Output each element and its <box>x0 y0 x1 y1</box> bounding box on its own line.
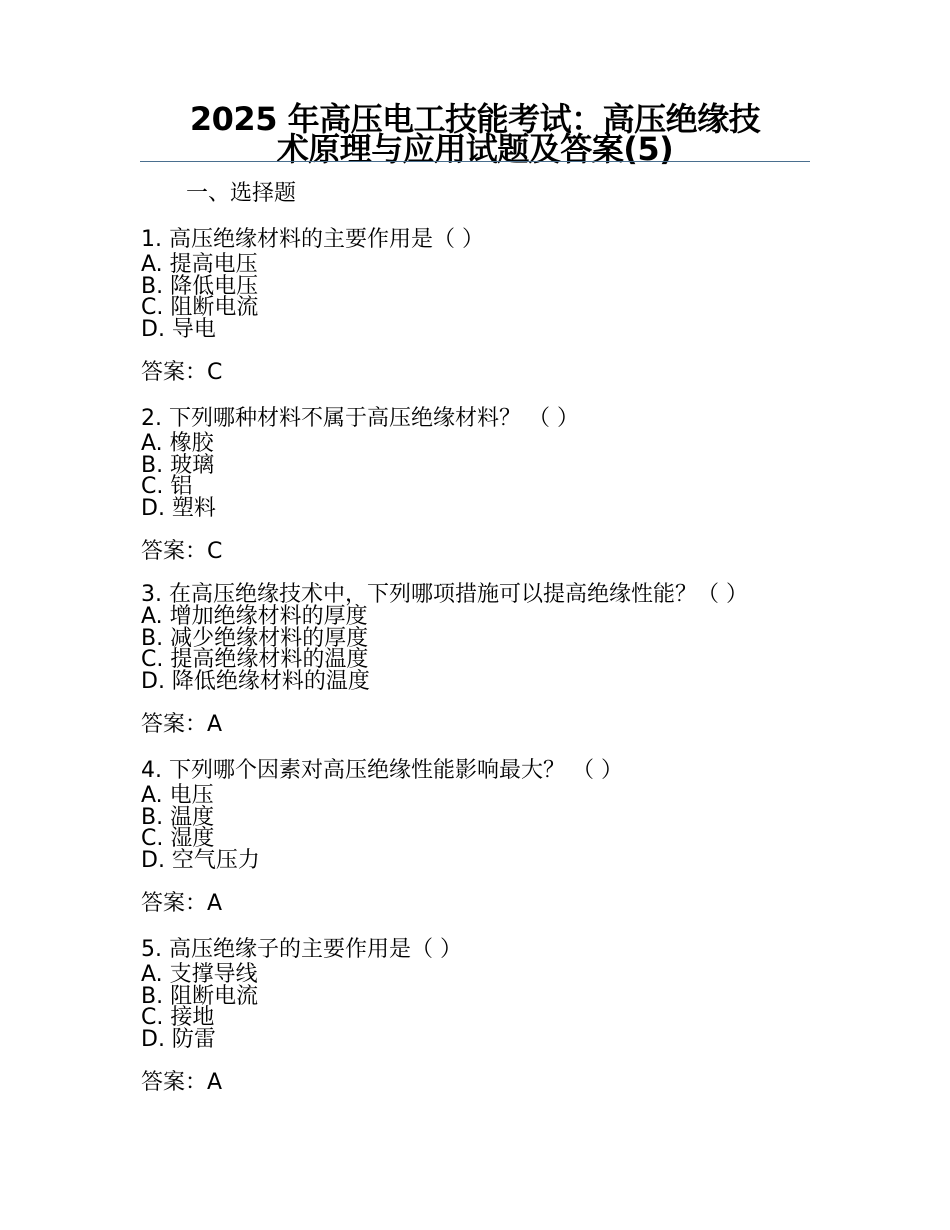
option-b: B. 降低电压 <box>141 273 259 299</box>
title-underline <box>140 161 810 162</box>
document-title <box>140 100 810 168</box>
option-a: A. 电压 <box>141 783 214 808</box>
option-b: B. 玻璃 <box>141 452 215 478</box>
option-b: B. 减少绝缘材料的厚度 <box>141 625 369 651</box>
section-heading: 一、选择题 <box>186 181 297 206</box>
option-b: B. 阻断电流 <box>141 983 259 1009</box>
option-d: D. 导电 <box>141 316 216 342</box>
answer-text: 答案：C <box>141 360 223 385</box>
option-d: D. 空气压力 <box>141 847 260 873</box>
option-c: C. 湿度 <box>141 826 215 851</box>
question-1 <box>141 226 781 387</box>
option-c: C. 阻断电流 <box>141 295 259 320</box>
option-d: D. 防雷 <box>141 1026 216 1052</box>
option-b: B. 温度 <box>141 804 215 830</box>
question-5 <box>141 936 781 1097</box>
question-stem: 1. 高压绝缘材料的主要作用是（ ） <box>141 227 484 252</box>
option-a: A. 支撑导线 <box>141 962 258 987</box>
answer-text: 答案：A <box>141 1070 223 1095</box>
option-a: A. 提高电压 <box>141 252 258 277</box>
option-c: C. 铝 <box>141 474 193 499</box>
answer-text: 答案：C <box>141 539 223 564</box>
answer-text: 答案：A <box>141 891 223 916</box>
question-2 <box>141 405 781 566</box>
question-stem: 5. 高压绝缘子的主要作用是（ ） <box>141 937 462 962</box>
option-a: A. 增加绝缘材料的厚度 <box>141 604 368 629</box>
document-title-line-2: 术原理与应用试题及答案(5) <box>276 130 674 168</box>
question-stem: 4. 下列哪个因素对高压绝缘性能影响最大？ （ ） <box>141 758 623 783</box>
option-d: D. 降低绝缘材料的温度 <box>141 668 370 694</box>
question-stem: 2. 下列哪种材料不属于高压绝缘材料？ （ ） <box>141 406 579 431</box>
option-c: C. 提高绝缘材料的温度 <box>141 647 369 672</box>
option-d: D. 塑料 <box>141 495 216 521</box>
document-title-line-1: 2025 年高压电工技能考试：高压绝缘技 <box>189 100 761 138</box>
question-list <box>141 226 781 1097</box>
question-4 <box>141 757 781 918</box>
answer-text: 答案：A <box>141 712 223 737</box>
option-a: A. 橡胶 <box>141 431 214 456</box>
question-stem: 3. 在高压绝缘技术中，下列哪项措施可以提高绝缘性能？（ ） <box>141 582 748 607</box>
option-c: C. 接地 <box>141 1005 215 1030</box>
question-3 <box>141 584 781 739</box>
